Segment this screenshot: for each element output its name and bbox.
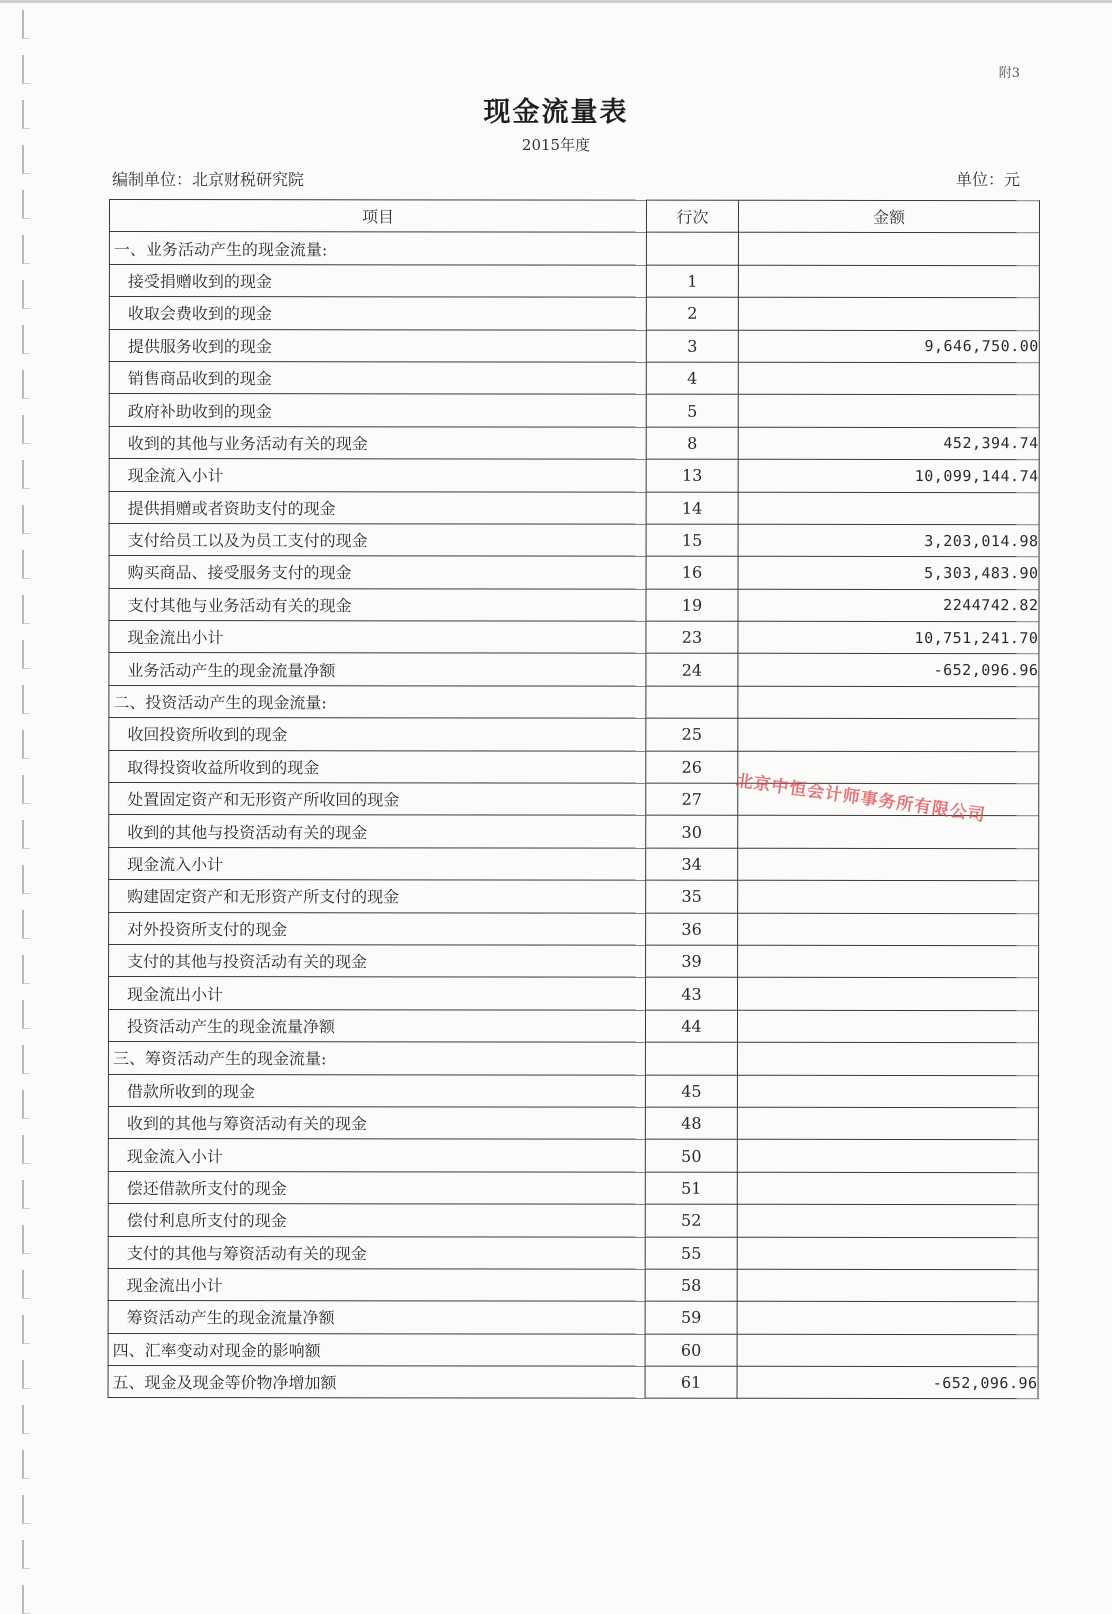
table-row <box>108 1366 1038 1400</box>
line-number-cell: 35 <box>646 880 738 913</box>
page-title: 现金流量表 <box>483 97 629 128</box>
amount-cell <box>738 686 1039 719</box>
binding-mark <box>22 415 30 444</box>
binding-mark <box>22 1180 30 1209</box>
table-row <box>109 815 1039 849</box>
item-cell: 支付其他与业务活动有关的现金 <box>109 588 646 621</box>
item-cell: 收到的其他与筹资活动有关的现金 <box>108 1106 645 1139</box>
binding-mark <box>22 1495 30 1524</box>
header-amount: 金额 <box>738 200 1039 233</box>
amount-cell <box>737 1140 1038 1173</box>
accounting-firm-stamp: 北京中恒会计师事务所有限公司 <box>734 770 987 826</box>
amount-cell <box>738 719 1039 752</box>
amount-cell <box>737 1172 1038 1205</box>
amount-cell: 452,394.74 <box>738 427 1039 460</box>
table-row <box>109 523 1039 557</box>
line-number-cell: 43 <box>646 978 738 1011</box>
item-cell: 对外投资所支付的现金 <box>109 912 646 945</box>
line-number-cell: 14 <box>646 492 738 525</box>
amount-cell <box>738 848 1039 881</box>
table-row <box>109 912 1039 946</box>
binding-mark <box>22 865 30 894</box>
item-cell: 业务活动产生的现金流量净额 <box>109 653 646 686</box>
line-number-cell: 50 <box>645 1139 737 1172</box>
annex-label: 附3 <box>998 66 1020 81</box>
table-row <box>109 459 1039 493</box>
item-cell: 借款所收到的现金 <box>108 1074 645 1107</box>
amount-cell <box>737 1334 1038 1367</box>
amount-cell <box>738 978 1039 1011</box>
table-row <box>109 977 1039 1011</box>
line-number-cell: 34 <box>646 848 738 881</box>
table-row <box>109 588 1039 622</box>
line-number-cell: 3 <box>646 330 738 363</box>
line-number-cell: 58 <box>645 1269 737 1302</box>
table-row <box>108 1042 1038 1076</box>
line-number-cell: 23 <box>646 621 738 654</box>
item-cell: 提供捐赠或者资助支付的现金 <box>109 491 646 524</box>
item-cell: 购买商品、接受服务支付的现金 <box>109 556 646 589</box>
amount-cell <box>738 492 1039 525</box>
binding-mark <box>22 505 30 534</box>
page-top-edge <box>0 0 1112 3</box>
line-number-cell <box>645 1042 737 1075</box>
line-number-cell: 5 <box>646 395 738 428</box>
line-number-cell: 30 <box>646 816 738 849</box>
amount-cell <box>737 1075 1038 1108</box>
binding-mark <box>22 1000 30 1029</box>
table-row <box>108 1268 1038 1302</box>
line-number-cell: 39 <box>646 945 738 978</box>
amount-cell <box>737 1204 1038 1237</box>
amount-cell: 9,646,750.00 <box>738 330 1039 363</box>
item-cell: 投资活动产生的现金流量净额 <box>108 1009 645 1042</box>
binding-mark <box>22 730 30 759</box>
binding-mark <box>22 1405 30 1434</box>
amount-cell <box>738 913 1039 946</box>
binding-mark <box>22 190 30 219</box>
binding-mark <box>22 1225 30 1254</box>
table-row <box>109 426 1039 460</box>
binding-mark <box>22 910 30 939</box>
binding-mark <box>22 235 30 264</box>
table-row <box>109 750 1039 784</box>
table-row <box>109 232 1039 266</box>
binding-mark <box>22 1045 30 1074</box>
line-number-cell: 59 <box>645 1301 737 1334</box>
binding-mark <box>22 685 30 714</box>
line-number-cell: 26 <box>646 751 738 784</box>
table-row <box>108 1139 1038 1173</box>
binding-mark <box>22 55 30 84</box>
item-cell: 现金流出小计 <box>108 1268 645 1301</box>
amount-cell <box>738 265 1039 298</box>
line-number-cell: 25 <box>646 718 738 751</box>
item-cell: 销售商品收到的现金 <box>109 361 646 394</box>
table-row <box>108 1074 1038 1108</box>
line-number-cell: 8 <box>646 427 738 460</box>
amount-cell: -652,096.96 <box>737 1366 1038 1399</box>
report-period: 2015年度 <box>521 136 591 154</box>
item-cell: 现金流入小计 <box>109 847 646 880</box>
amount-cell: 10,099,144.74 <box>738 459 1039 492</box>
table-row <box>109 329 1039 363</box>
table-row <box>109 880 1039 914</box>
line-number-cell: 51 <box>645 1172 737 1205</box>
table-row <box>109 264 1039 298</box>
item-cell: 购建固定资产和无形资产所支付的现金 <box>109 880 646 913</box>
amount-cell: -652,096.96 <box>738 654 1039 687</box>
line-number-cell: 60 <box>645 1334 737 1367</box>
amount-cell: 2244742.82 <box>738 589 1039 622</box>
item-cell: 处置固定资产和无形资产所收回的现金 <box>109 783 646 816</box>
line-number-cell: 1 <box>646 265 738 298</box>
section-heading-cell: 一、业务活动产生的现金流量: <box>109 232 646 265</box>
amount-cell <box>737 1269 1038 1302</box>
item-cell: 收取会费收到的现金 <box>109 297 646 330</box>
binding-mark <box>22 280 30 309</box>
table-row <box>109 621 1039 655</box>
amount-cell: 3,203,014.98 <box>738 524 1039 557</box>
item-cell: 支付的其他与投资活动有关的现金 <box>109 944 646 977</box>
table-row <box>109 297 1039 331</box>
binding-mark <box>22 1135 30 1164</box>
table-row <box>108 1009 1038 1043</box>
table-row <box>108 1204 1038 1238</box>
table-row <box>109 847 1039 881</box>
section-heading-cell: 二、投资活动产生的现金流量: <box>109 685 646 718</box>
binding-mark <box>22 1315 30 1344</box>
binding-mark <box>22 1540 30 1569</box>
table-row <box>108 1171 1038 1205</box>
binding-mark <box>22 370 30 399</box>
binding-mark <box>22 460 30 489</box>
item-cell: 偿付利息所支付的现金 <box>108 1204 645 1237</box>
line-number-cell <box>646 233 738 266</box>
amount-cell <box>738 880 1039 913</box>
table-row <box>109 685 1039 719</box>
line-number-cell: 24 <box>646 654 738 687</box>
table-row <box>109 944 1039 978</box>
item-cell: 支付的其他与筹资活动有关的现金 <box>108 1236 645 1269</box>
line-number-cell: 45 <box>645 1075 737 1108</box>
item-cell: 现金流入小计 <box>109 459 646 492</box>
amount-cell: 5,303,483.90 <box>738 557 1039 590</box>
binding-mark <box>22 10 30 39</box>
item-cell: 取得投资收益所收到的现金 <box>109 750 646 783</box>
section-heading-cell: 四、汇率变动对现金的影响额 <box>108 1333 645 1366</box>
amount-cell <box>737 1042 1038 1075</box>
header-item: 项目 <box>109 200 646 233</box>
line-number-cell <box>646 686 738 719</box>
item-cell: 现金流出小计 <box>109 977 646 1010</box>
table-row <box>108 1106 1038 1140</box>
amount-cell <box>738 362 1039 395</box>
binding-mark <box>22 955 30 984</box>
line-number-cell: 27 <box>646 783 738 816</box>
table-row <box>109 394 1039 428</box>
table-row <box>108 1333 1038 1367</box>
item-cell: 现金流入小计 <box>108 1139 645 1172</box>
item-cell: 接受捐赠收到的现金 <box>109 264 646 297</box>
amount-cell <box>738 233 1039 266</box>
amount-cell <box>737 1302 1038 1335</box>
table-row <box>109 491 1039 525</box>
line-number-cell: 55 <box>645 1237 737 1270</box>
line-number-cell: 15 <box>646 524 738 557</box>
item-cell: 筹资活动产生的现金流量净额 <box>108 1301 645 1334</box>
line-number-cell: 4 <box>646 362 738 395</box>
binding-mark <box>22 640 30 669</box>
amount-cell <box>738 395 1039 428</box>
item-cell: 现金流出小计 <box>109 621 646 654</box>
binding-mark <box>22 1360 30 1389</box>
table-row <box>108 1301 1038 1335</box>
binding-mark <box>22 325 30 354</box>
binding-mark <box>22 1450 30 1479</box>
amount-cell <box>738 297 1039 330</box>
line-number-cell: 52 <box>645 1204 737 1237</box>
binding-mark <box>22 1270 30 1299</box>
line-number-cell: 61 <box>645 1366 737 1399</box>
binding-mark <box>22 550 30 579</box>
line-number-cell: 36 <box>646 913 738 946</box>
line-number-cell: 19 <box>646 589 738 622</box>
item-cell: 收到的其他与投资活动有关的现金 <box>109 815 646 848</box>
line-number-cell: 48 <box>645 1107 737 1140</box>
amount-cell: 10,751,241.70 <box>738 621 1039 654</box>
table-row <box>109 361 1039 395</box>
amount-cell <box>737 1010 1038 1043</box>
item-cell: 政府补助收到的现金 <box>109 394 646 427</box>
amount-cell <box>738 816 1039 849</box>
item-cell: 收回投资所收到的现金 <box>109 718 646 751</box>
table-row <box>109 718 1039 752</box>
table-header-row <box>109 200 1039 234</box>
item-cell: 提供服务收到的现金 <box>109 329 646 362</box>
line-number-cell: 44 <box>645 1010 737 1043</box>
item-cell: 支付给员工以及为员工支付的现金 <box>109 523 646 556</box>
header-line: 行次 <box>646 200 738 233</box>
binding-mark <box>22 820 30 849</box>
item-cell: 收到的其他与业务活动有关的现金 <box>109 426 646 459</box>
section-heading-cell: 五、现金及现金等价物净增加额 <box>108 1366 645 1399</box>
binding-mark <box>22 595 30 624</box>
line-number-cell: 2 <box>646 297 738 330</box>
table-row <box>108 1236 1038 1270</box>
amount-cell <box>738 945 1039 978</box>
amount-cell <box>737 1107 1038 1140</box>
amount-cell <box>737 1237 1038 1270</box>
binding-mark <box>22 775 30 804</box>
table-row <box>109 556 1039 590</box>
table-row <box>109 653 1039 687</box>
binding-mark <box>22 1090 30 1119</box>
line-number-cell: 13 <box>646 459 738 492</box>
section-heading-cell: 三、筹资活动产生的现金流量: <box>108 1042 645 1075</box>
binding-holes <box>14 0 44 1600</box>
item-cell: 偿还借款所支付的现金 <box>108 1171 645 1204</box>
compiling-unit: 编制单位：北京财税研究院 <box>112 170 305 189</box>
line-number-cell: 16 <box>646 556 738 589</box>
currency-unit: 单位：元 <box>955 170 1020 189</box>
